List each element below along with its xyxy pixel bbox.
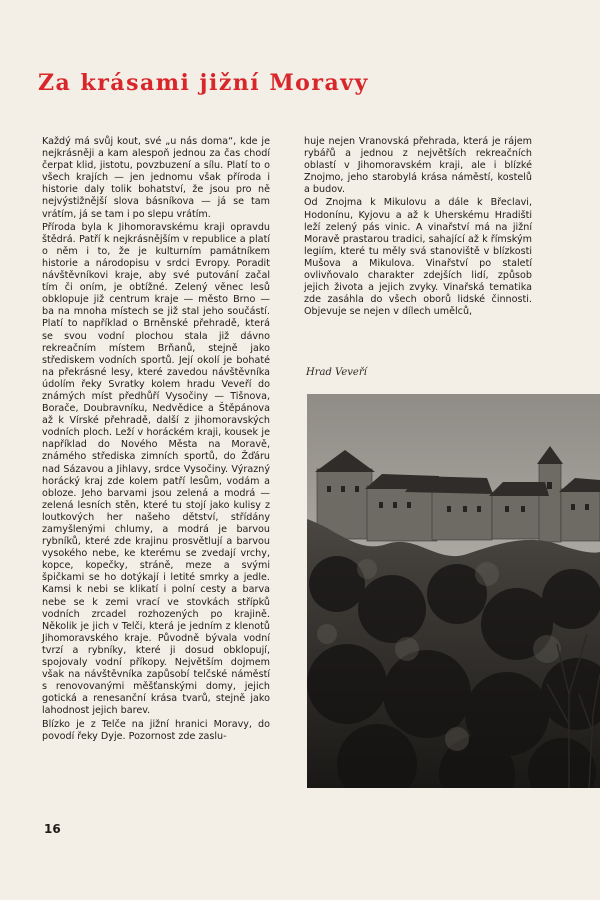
text-column-left [42,136,270,744]
paragraph: huje nejen Vranovská přehrada, která je rájem rybářů a jednou z největších rekreačních oblastí v Jihomoravském kraji, ale i blízké Znojmo, jeho starobylá krása náměstí, kostelů a budov. [304,136,532,196]
paragraph: Blízko je z Telče na jižní hranici Moravy, do povodí řeky Dyje. Pozornost zde zaslu- [42,718,270,742]
paragraph: Od Znojma k Mikulovu a dále k Břeclavi, Hodonínu, Kyjovu a až k Uherskému Hradišti leží zelený pás vinic. A vinařství má na jižní Moravě prastarou tradici, sahající až k římským legiím, které tu měly svá stanoviště v blízkosti Mušova a Mikulova. Vinařství po staletí ovlivňovalo charakter zdejších lidí, způsob jejich života a jejich zvyky. Vinařská tematika zde zasáhla do všech oborů lidské činnosti. Objevuje se nejen v dílech umělců, [304,197,532,318]
page-number: 16 [44,822,61,836]
text-column-right [304,136,532,319]
photo-caption: Hrad Veveří [306,367,367,378]
paragraph: Každý má svůj kout, své „u nás doma“, kde je nejkrásněji a kam alespoň jednou za čas chodí čerpat klid, jistotu, povzbuzení a sílu. Platí to o všech krajích — jen jednomu však příroda i historie daly tolik bohatství, že jsou pro ně nejvýstižnější slova básníkova — já se tam vrátím, já se tam i po slepu vrátím. [42,136,270,220]
article-title: Za krásami jižní Moravy [38,70,369,96]
paragraph: Příroda byla k Jihomoravskému kraji opravdu štědrá. Patří k nejkrásnějším v republice a platí o něm i to, že je kulturním památníkem historie a národopisu v srdci Evropy. Poradit návštěvníkovi kraje, aby své putování začal tím či oním, je obtížné. Zelený věnec lesů obklopuje již centrum kraje — město Brno — ba na mnoha místech se již stal jeho součástí. Platí to například o Brněnské přehradě, která se svou vodní plochou stala již dávno rekreačním místem Brňanů, stejně jako střediskem vodních sportů. Její okolí je bohaté na překrásné lesy, které zavedou návštěvníka údolím řeky Svratky kolem hradu Veveří do známých míst předhůří Vysočiny — Tišnova, Borače, Doubravníku, Nedvědice a Štěpánova až k Vírské přehradě, další z jihomoravských vodních ploch. Leží v horáckém kraji, kousek je například do Nového Města na Moravě, známého střediska zimních sportů, do Žďáru nad Sázavou a Jihlavy, srdce Vysočiny. Výrazný horácký kraj zde kolem patří lesům, vodám a obloze. Jeho barvami jsou zelená a modrá — zelená lesních stěn, které tu stojí jako kulisy z loutkových her našeho dětství, střídány zamyšlenými chlumy, a modrá je barvou rybníků, které zde krajinu prosvětlují a barvou vysokého nebe, ke kterému se zvedají vrchy, kopce, kopečky, stráně, meze a svými špičkami se ho dotýkají i letité smrky a jedle. Kamsi k nebi se klikatí i polní cesty a barva nebe se k zemi vrací ve stovkách střípků vodních zrcadel rozhozených po krajině. Několik je jich v Telči, která je jedním z klenotů Jihomoravského kraje. Původně bývala vodní tvrzí a rybníky, které ji dosud obklopují, spojovaly vodní příkopy. Největším dojmem však na návštěvníka zapůsobí telčské náměstí s renovovanými měšťanskými domy, jejich gotická a renesanční krása tvarů, stejně jako lahodnost jejich barev. [42,221,270,717]
castle-photo [307,394,600,788]
